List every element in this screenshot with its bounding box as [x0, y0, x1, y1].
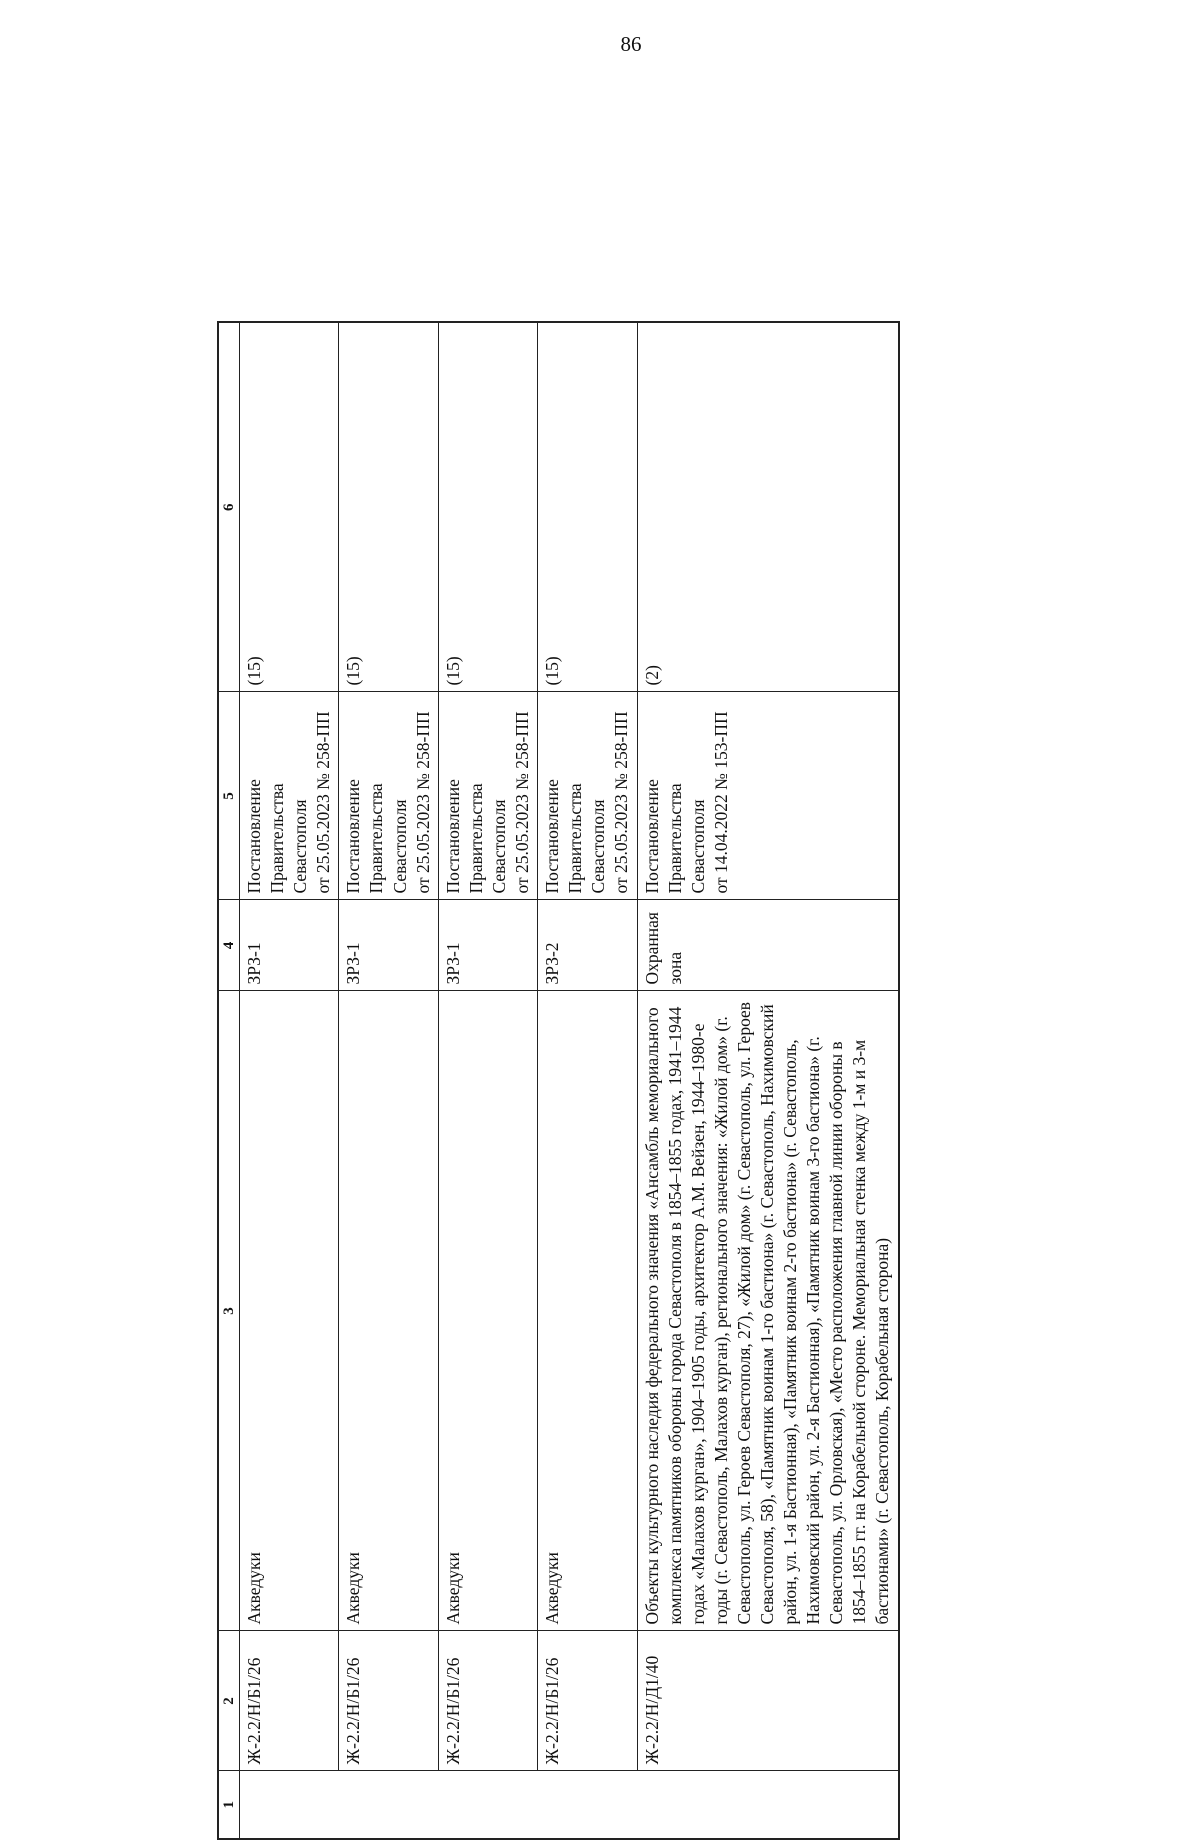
document-line: Севастополя	[687, 799, 708, 894]
document-line: Постановление	[542, 779, 563, 894]
note-cell: (15)	[438, 322, 537, 692]
page-number: 86	[620, 32, 642, 56]
code-cell: Ж-2.2/Н/Б1/26	[240, 1631, 339, 1771]
document-line: Правительства	[267, 783, 288, 894]
header-col-4: 4	[218, 900, 240, 991]
document-line: Постановление	[343, 779, 364, 894]
document-line: Постановление	[244, 779, 264, 894]
header-col-5: 5	[218, 692, 240, 900]
document-cell	[339, 692, 438, 900]
document-line: Постановление	[641, 779, 662, 894]
code-cell: Ж-2.2/Н/Д1/40	[637, 1631, 899, 1771]
zone-cell: Охранная зона	[637, 900, 899, 991]
document-line: Севастополя	[389, 799, 410, 894]
rotated-table-container	[217, 325, 893, 1840]
code-cell: Ж-2.2/Н/Б1/26	[339, 1631, 438, 1771]
table-row	[438, 322, 537, 1839]
header-col-6: 6	[218, 322, 240, 692]
document-cell	[438, 692, 537, 900]
zones-table	[217, 321, 900, 1840]
table-row	[538, 322, 637, 1839]
name-cell: Акведуки	[339, 991, 438, 1631]
document-line: Севастополя	[488, 799, 509, 894]
document-line: от 25.05.2023 № 258-ПП	[313, 711, 334, 894]
table-row	[339, 322, 438, 1839]
name-cell: Акведуки	[438, 991, 537, 1631]
document-line: от 25.05.2023 № 258-ПП	[412, 711, 433, 894]
table-row	[637, 322, 899, 1839]
name-cell: Акведуки	[538, 991, 637, 1631]
document-line: от 25.05.2023 № 258-ПП	[512, 711, 533, 894]
header-col-2: 2	[218, 1631, 240, 1771]
document-line: Правительства	[465, 783, 486, 894]
code-cell: Ж-2.2/Н/Б1/26	[438, 1631, 537, 1771]
document-line: Севастополя	[588, 799, 609, 894]
document-line: Севастополя	[290, 799, 311, 894]
note-cell: (15)	[339, 322, 438, 692]
zone-cell: ЗРЗ-1	[438, 900, 537, 991]
document-line: Правительства	[565, 783, 586, 894]
document-cell	[637, 692, 899, 900]
header-col-3: 3	[218, 991, 240, 1631]
name-cell: Акведуки	[240, 991, 339, 1631]
document-line: Правительства	[366, 783, 387, 894]
note-cell: (15)	[240, 322, 339, 692]
document-cell	[240, 692, 339, 900]
note-cell: (15)	[538, 322, 637, 692]
col1-cell	[240, 1771, 899, 1839]
zone-cell: ЗРЗ-1	[240, 900, 339, 991]
note-cell: (2)	[637, 322, 899, 692]
document-line: Постановление	[442, 779, 463, 894]
document-line: Правительства	[664, 783, 685, 894]
document-line: от 25.05.2023 № 258-ПП	[611, 711, 632, 894]
name-cell: Объекты культурного наследия федерального значения «Ансамбль мемориального комплекса памятников обороны города Севастополя в 1854–1855 годах, 1941–1944 годах «Малахов курган», 1904–1905 годы, архитектор А.М. Вейзен, 1944–1980-е годы (г. Севастополь, Малахов курган), регионального значения: «Жилой дом» (г. Севастополь, ул. Героев Севастополя, 27), «Жилой дом» (г. Севастополь, ул. Героев Севастополя, 58), «Памятник воинам 1-го бастиона» (г. Севастополь, Нахимовский район, ул. 1-я Бастионная), «Памятник воинам 2-го бастиона» (г. Севастополь, Нахимовский район, ул. 2-я Бастионная), «Памятник воинам 3-го бастиона» (г. Севастополь, ул. Орловская), «Место расположения главной линии обороны в 1854–1855 гг. на Корабельной стороне. Мемориальная стенка между 1-м и 3-м бастионами» (г. Севастополь, Корабельная сторона)	[637, 991, 899, 1631]
header-row	[218, 322, 240, 1839]
zone-cell: ЗРЗ-2	[538, 900, 637, 991]
document-line: от 14.04.2022 № 153-ПП	[710, 711, 731, 894]
zone-cell: ЗРЗ-1	[339, 900, 438, 991]
header-col-1: 1	[218, 1771, 240, 1839]
document-cell	[538, 692, 637, 900]
code-cell: Ж-2.2/Н/Б1/26	[538, 1631, 637, 1771]
table-row	[240, 322, 339, 1839]
